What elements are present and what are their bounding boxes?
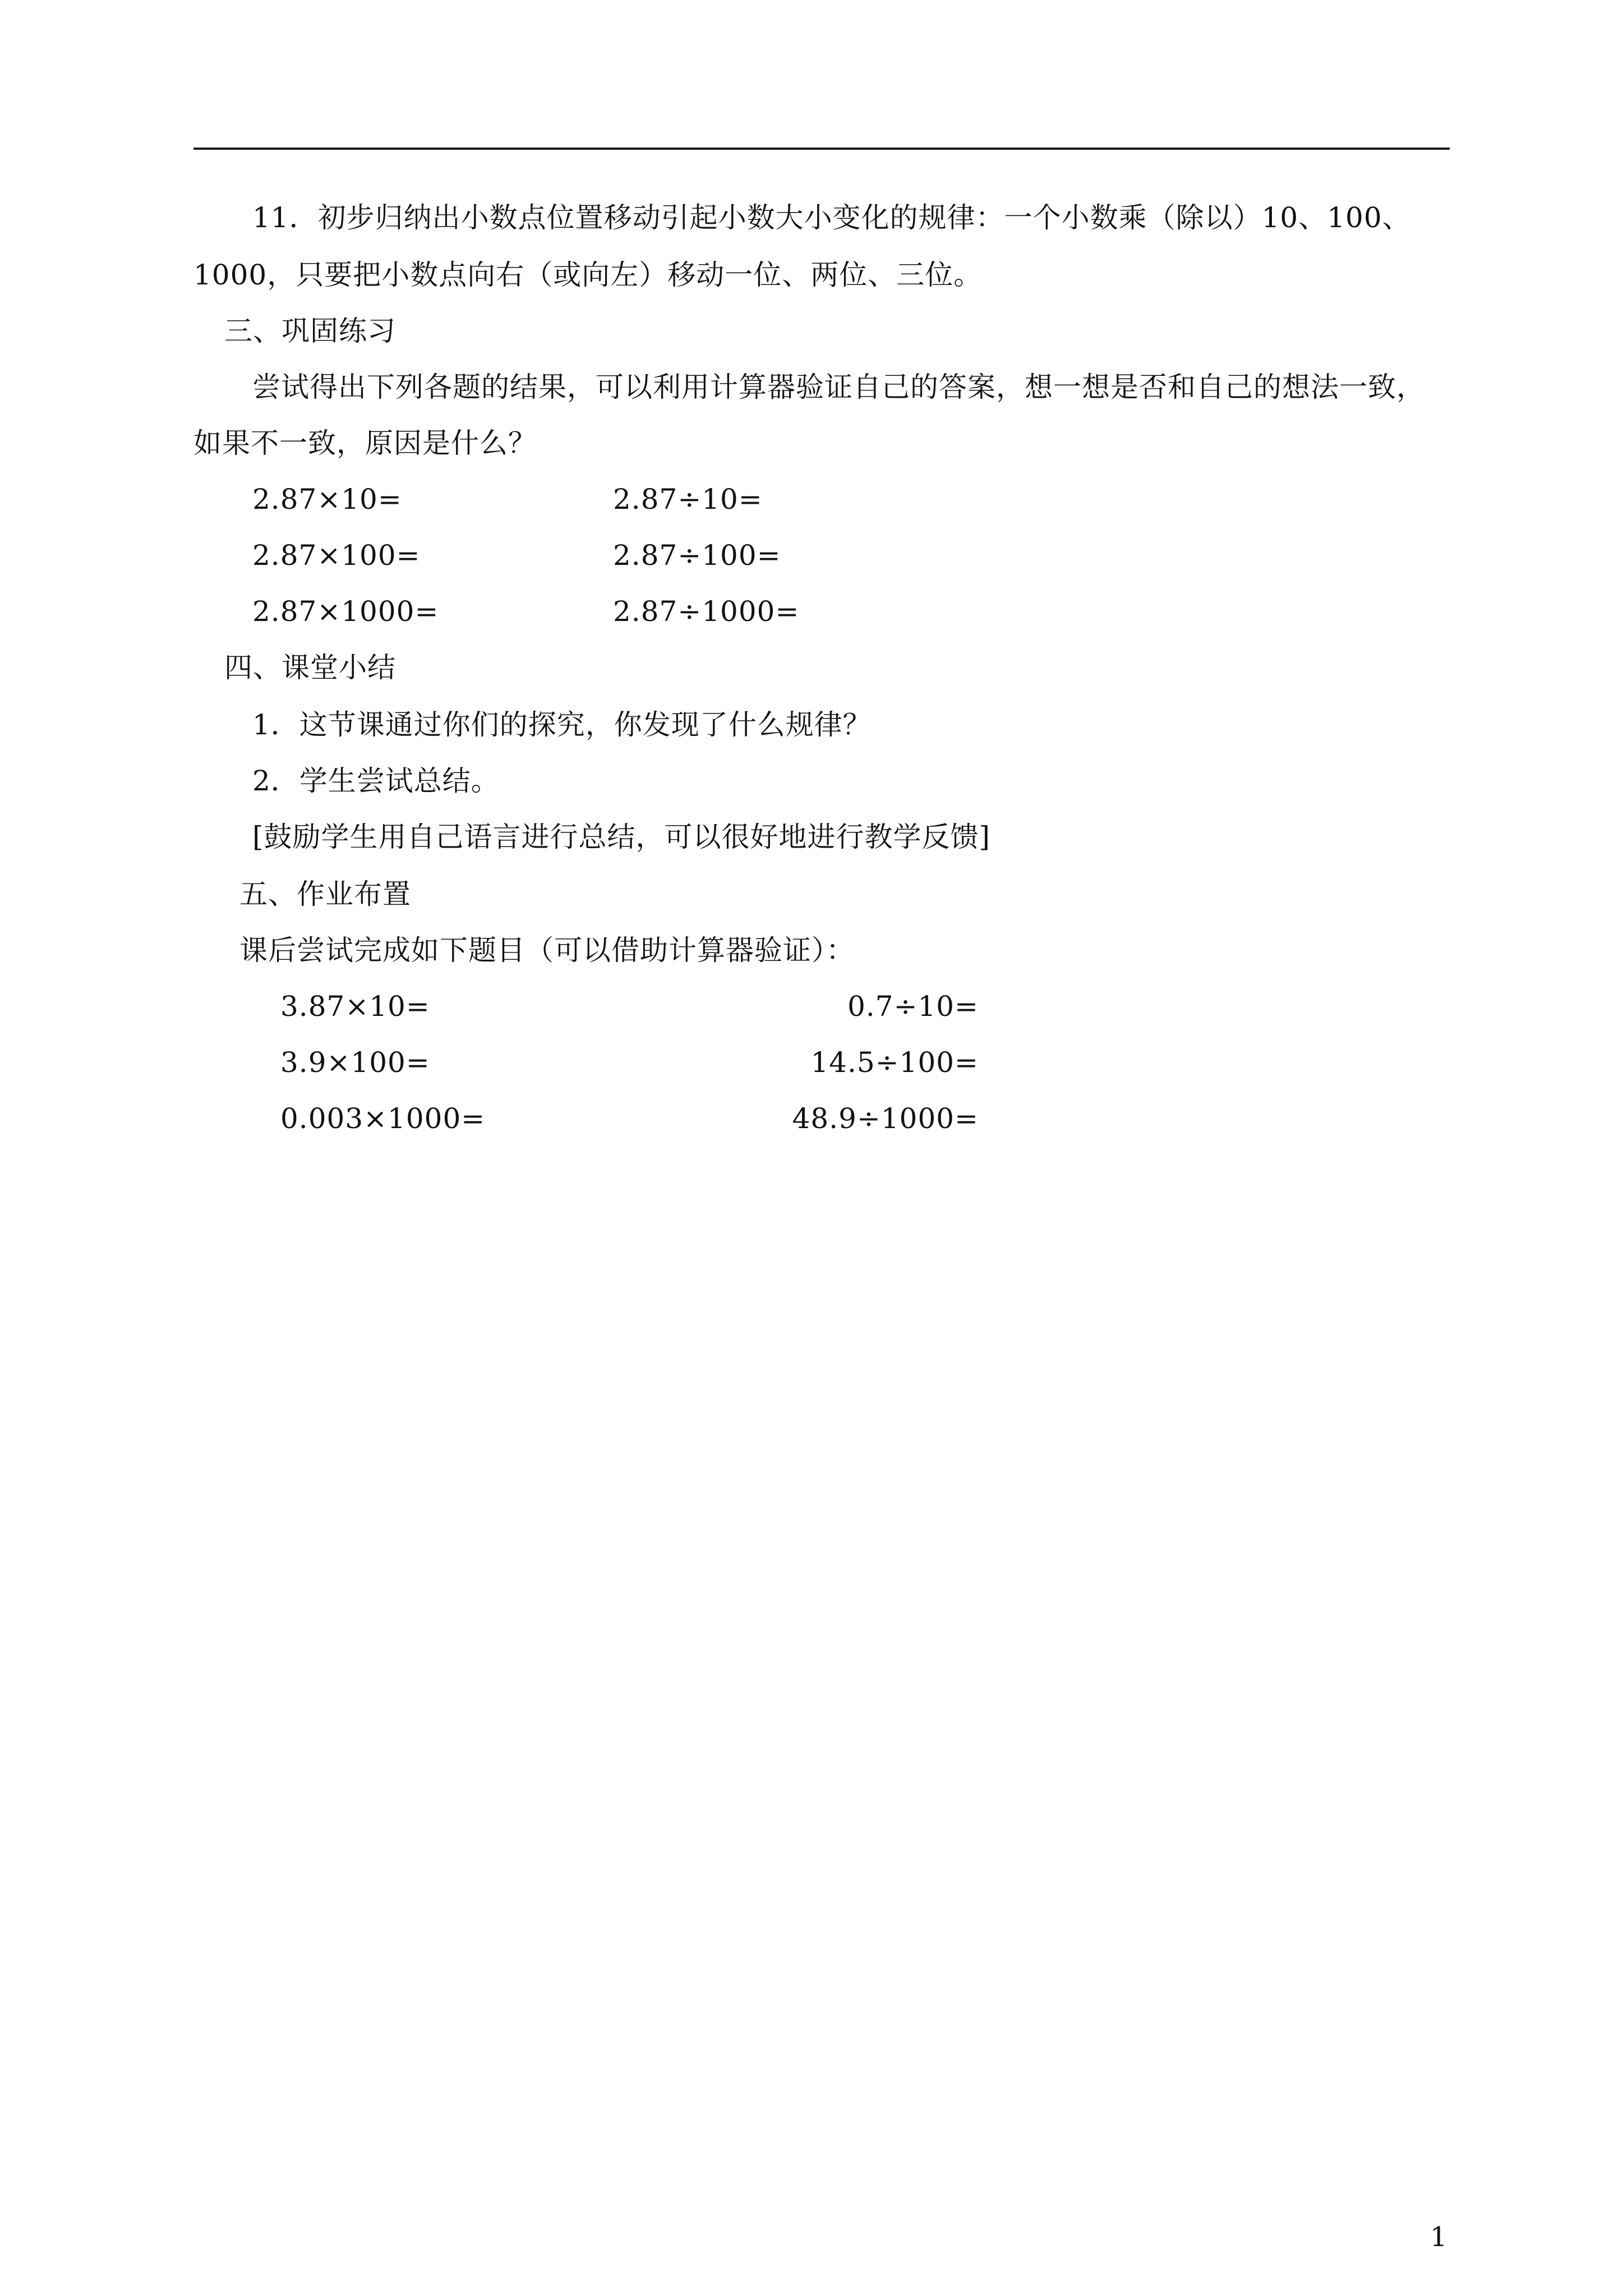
practice-div-2: 2.87÷100= [613,539,781,572]
homework-mul-3: 0.003×1000= [280,1102,486,1135]
header-rule [193,148,1450,150]
homework-div-1: 0.7÷10= [847,990,979,1023]
homework-intro: 课后尝试完成如下题目（可以借助计算器验证）： [239,934,855,967]
homework-div-3: 48.9÷1000= [792,1102,979,1135]
section3-title: 三、巩固练习 [224,315,396,347]
practice-div-3: 2.87÷1000= [613,595,800,628]
page-number: 1 [1430,2221,1447,2253]
practice-div-1: 2.87÷10= [613,483,763,516]
section5-title: 五、作业布置 [239,878,411,910]
summary-item-2: 2．学生尝试总结。 [252,765,500,797]
practice-mul-2: 2.87×100= [252,539,421,572]
summary-note: [鼓励学生用自己语言进行总结，可以很好地进行教学反馈] [252,821,991,853]
homework-mul-2: 3.9×100= [280,1046,430,1079]
item11-line1: 11．初步归纳出小数点位置移动引起小数大小变化的规律：一个小数乘（除以）10、100、 [252,201,1411,234]
homework-mul-1: 3.87×10= [280,990,430,1023]
practice-mul-1: 2.87×10= [252,483,402,516]
practice-intro-line2: 如果不一致，原因是什么？ [193,427,537,459]
section4-title: 四、课堂小结 [224,651,396,684]
summary-item-1: 1．这节课通过你们的探究，你发现了什么规律？ [252,708,872,741]
homework-div-2: 14.5÷100= [810,1046,979,1079]
practice-intro-line1: 尝试得出下列各题的结果，可以利用计算器验证自己的答案，想一想是否和自己的想法一致， [252,371,1425,403]
practice-mul-3: 2.87×1000= [252,595,439,628]
item11-line2: 1000，只要把小数点向右（或向左）移动一位、两位、三位。 [193,259,983,291]
